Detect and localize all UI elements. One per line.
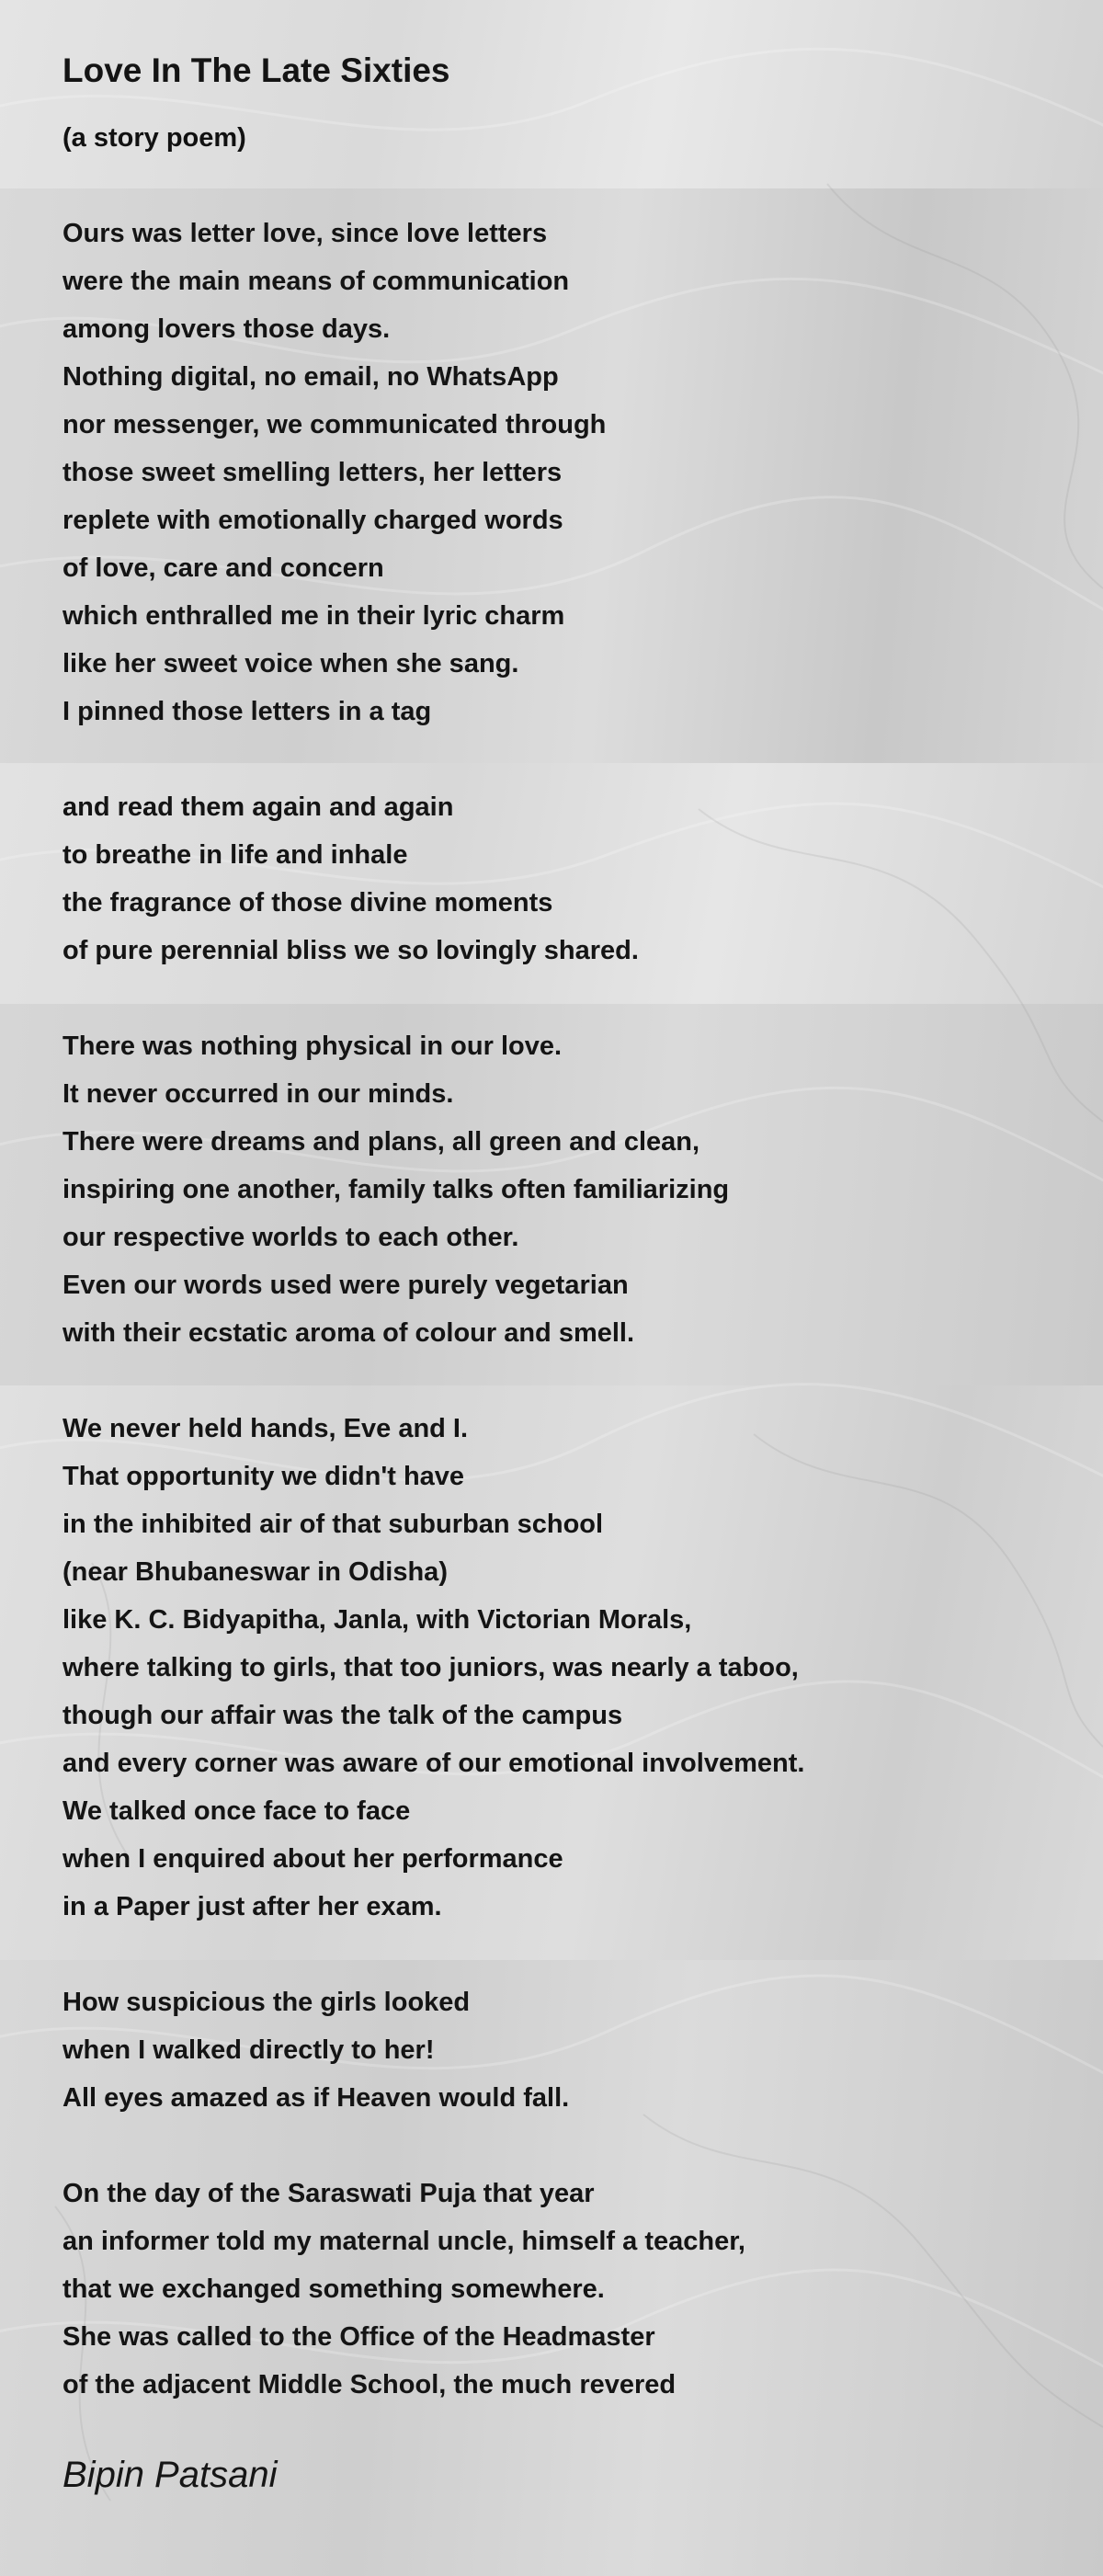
- poem-author: Bipin Patsani: [63, 2455, 278, 2495]
- poem-line: and every corner was aware of our emotional involvement.: [63, 1749, 805, 1778]
- poem-line: She was called to the Office of the Headmaster: [63, 2322, 655, 2352]
- poem-line: On the day of the Saraswati Puja that year: [63, 2179, 595, 2208]
- poem-line: where talking to girls, that too juniors, was nearly a taboo,: [63, 1653, 799, 1682]
- poem-line: of pure perennial bliss we so lovingly shared.: [63, 936, 639, 965]
- poem-stanza: [63, 1022, 1074, 1357]
- poem-stanza: [63, 1405, 1074, 1931]
- poem-line: those sweet smelling letters, her letters: [63, 458, 563, 487]
- poem-title: Love In The Late Sixties: [63, 51, 450, 89]
- poem-stanza: [63, 2170, 1074, 2409]
- poem-line: Even our words used were purely vegetarian: [63, 1271, 629, 1300]
- poem-line: replete with emotionally charged words: [63, 506, 563, 535]
- poem-line: to breathe in life and inhale: [63, 840, 408, 870]
- poem-line: I pinned those letters in a tag: [63, 697, 432, 726]
- poem-line: with their ecstatic aroma of colour and smell.: [63, 1318, 635, 1348]
- poem-container: [63, 48, 1074, 2501]
- poem-line: when I enquired about her performance: [63, 1844, 563, 1874]
- poem-line: like her sweet voice when she sang.: [63, 649, 519, 678]
- poem-line: among lovers those days.: [63, 314, 391, 344]
- poem-subtitle: (a story poem): [63, 123, 246, 153]
- poem-line: There were dreams and plans, all green and clean,: [63, 1127, 700, 1157]
- poem-line: nor messenger, we communicated through: [63, 410, 607, 439]
- poem-line: like K. C. Bidyapitha, Janla, with Victorian Morals,: [63, 1605, 692, 1635]
- poem-line: There was nothing physical in our love.: [63, 1032, 563, 1061]
- poem-line: That opportunity we didn't have: [63, 1462, 465, 1491]
- poem-line: Ours was letter love, since love letters: [63, 219, 548, 248]
- poem-line: (near Bhubaneswar in Odisha): [63, 1557, 448, 1587]
- poem-line: in a Paper just after her exam.: [63, 1892, 442, 1921]
- poem-line: We never held hands, Eve and I.: [63, 1414, 469, 1443]
- poem-line: the fragrance of those divine moments: [63, 888, 553, 918]
- poem-line: It never occurred in our minds.: [63, 1079, 454, 1109]
- poem-line: Nothing digital, no email, no WhatsApp: [63, 362, 559, 392]
- poem-line: our respective worlds to each other.: [63, 1223, 519, 1252]
- poem-line: inspiring one another, family talks often familiarizing: [63, 1175, 730, 1204]
- poem-line: that we exchanged something somewhere.: [63, 2274, 605, 2304]
- poem-line: of the adjacent Middle School, the much revered: [63, 2370, 677, 2399]
- poem-line: in the inhibited air of that suburban school: [63, 1510, 604, 1539]
- poem-line: of love, care and concern: [63, 553, 384, 583]
- poem-line: an informer told my maternal uncle, himself a teacher,: [63, 2227, 745, 2256]
- poem-line: which enthralled me in their lyric charm: [63, 601, 565, 631]
- poem-stanza: [63, 783, 1074, 975]
- poem-stanza: [63, 210, 1074, 735]
- poem-line: when I walked directly to her!: [63, 2035, 435, 2065]
- poem-body: [63, 210, 1074, 2409]
- poem-line: were the main means of communication: [63, 267, 570, 296]
- poem-stanza: [63, 1978, 1074, 2122]
- poem-line: though our affair was the talk of the campus: [63, 1701, 623, 1730]
- poem-line: and read them again and again: [63, 792, 454, 822]
- poem-line: All eyes amazed as if Heaven would fall.: [63, 2083, 570, 2113]
- poem-line: How suspicious the girls looked: [63, 1988, 471, 2017]
- poem-line: We talked once face to face: [63, 1796, 411, 1826]
